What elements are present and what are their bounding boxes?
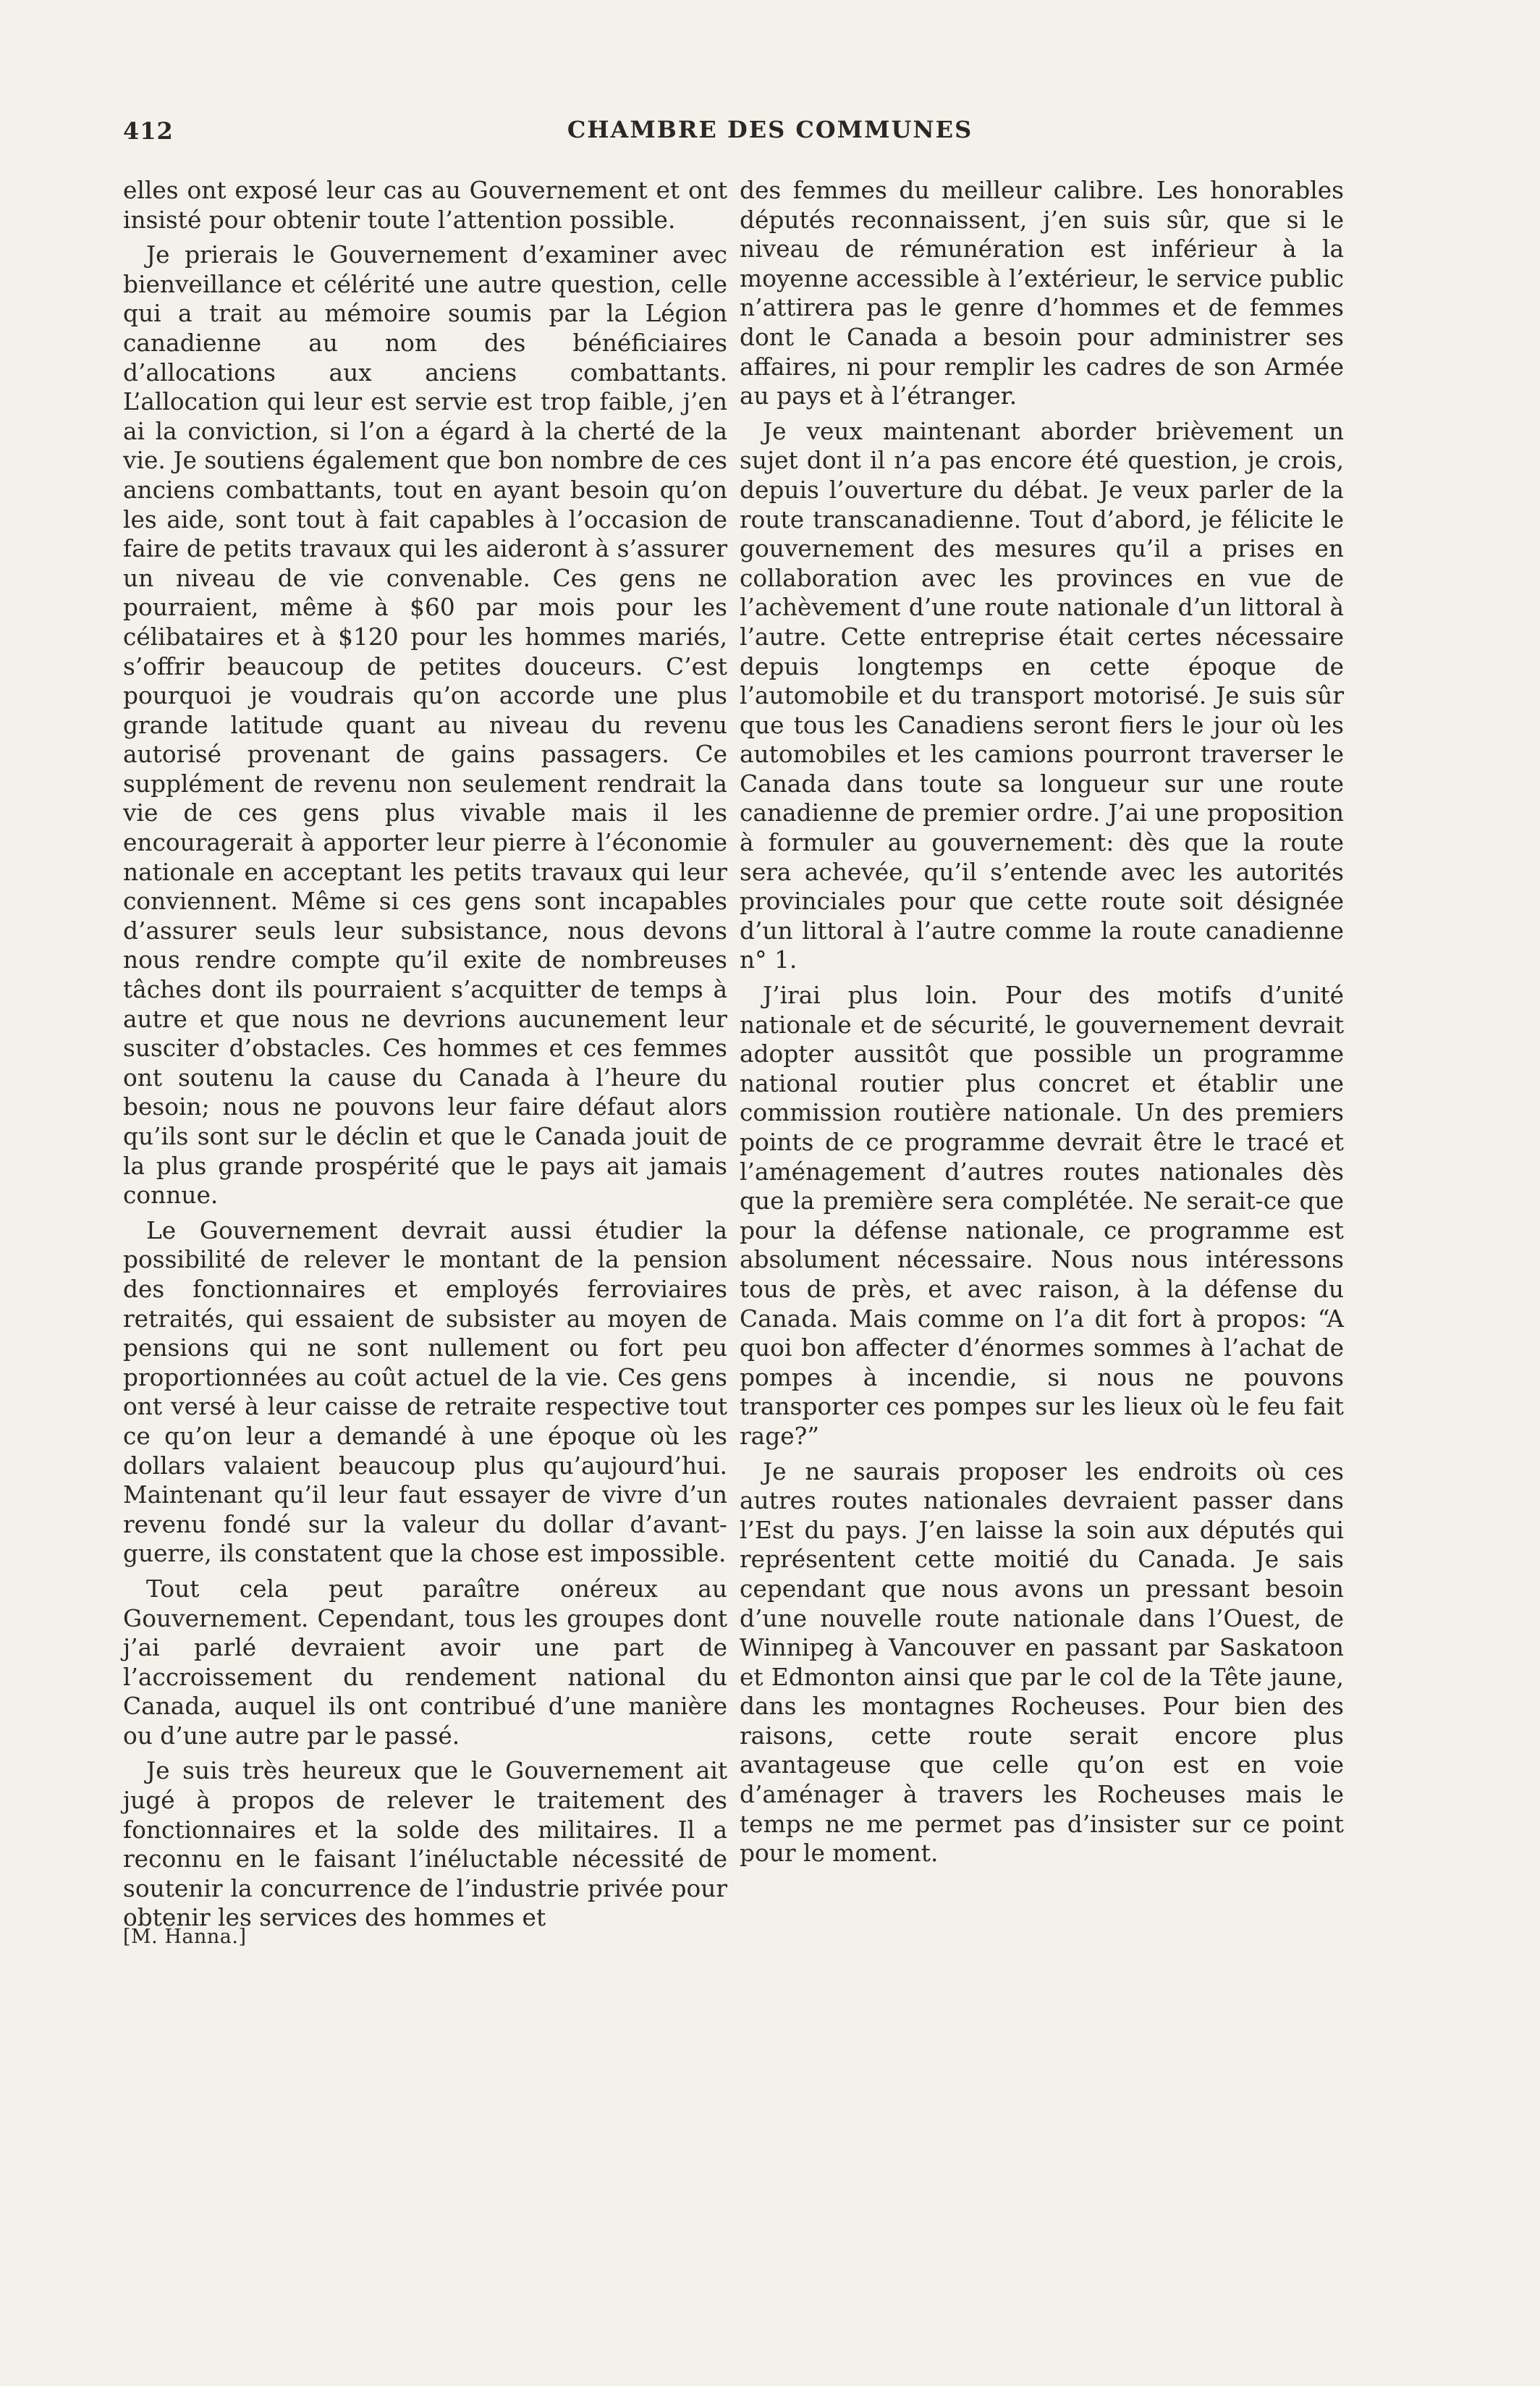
speaker-attribution: [M. Hanna.] bbox=[123, 1926, 247, 1948]
paragraph: J’irai plus loin. Pour des motifs d’unité nationale et de sécurité, le gouvernement devrait adopter aussitôt que possible un programme national routier plus concret et établir une commission routière nationale. Un des premiers points de ce programme devrait être le tracé et l’aménagement d’autres routes nationales dès que la première sera complétée. Ne serait-ce que pour la défense nationale, ce programme est absolument nécessaire. Nous nous intéressons tous de près, et avec raison, à la défense du Canada. Mais comme on l’a dit fort à propos: “A quoi bon affecter d’énormes sommes à l’achat de pompes à incendie, si nous ne pouvons transporter ces pompes sur les lieux où le feu fait rage?” bbox=[740, 982, 1344, 1450]
paragraph: Je ne saurais proposer les endroits où ces autres routes nationales devraient passer dans l’Est du pays. J’en laisse la soin aux députés qui représentent cette moitié du Canada. Je sais cependant que nous avons un pressant besoin d’une nouvelle route nationale dans l’Ouest, de Winnipeg à Vancouver en passant par Saskatoon et Edmonton ainsi que par le col de la Tête jaune, dans les montagnes Rocheuses. Pour bien des raisons, cette route serait encore plus avantageuse que celle qu’on est en voie d’aménager à travers les Rocheuses mais le temps ne me permet pas d’insister sur ce point pour le moment. bbox=[740, 1457, 1344, 1868]
paragraph: elles ont exposé leur cas au Gouvernement et ont insisté pour obtenir toute l’attention possible. bbox=[123, 177, 727, 234]
running-head: CHAMBRE DES COMMUNES bbox=[567, 116, 973, 143]
paragraph: Je prierais le Gouvernement d’examiner avec bienveillance et célérité une autre question, celle qui a trait au mémoire soumis par la Légion canadienne au nom des bénéficiaires d’allocations aux anciens combattants. L’allocation qui leur est servie est trop faible, j’en ai la conviction, si l’on a égard à la cherté de la vie. Je soutiens également que bon nombre de ces anciens combattants, tout en ayant besoin qu’on les aide, sont tout à fait capables à l’occasion de faire de petits travaux qui les aideront à s’assurer un niveau de vie convenable. Ces gens ne pourraient, même à $60 par mois pour les célibataires et à $120 pour les hommes mariés, s’offrir beaucoup de petites douceurs. C’est pourquoi je voudrais qu’on accorde une plus grande latitude quant au niveau du revenu autorisé provenant de gains passagers. Ce supplément de revenu non seulement rendrait la vie de ces gens plus vivable mais il les encouragerait à apporter leur pierre à l’économie nationale en acceptant les petits travaux qui leur conviennent. Même si ces gens sont incapables d’assurer seuls leur subsistance, nous devons nous rendre compte qu’il exite de nombreuses tâches dont ils pourraient s’acquitter de temps à autre et que nous ne devrions aucunement leur susciter d’obstacles. Ces hommes et ces femmes ont soutenu la cause du Canada à l’heure du besoin; nous ne pouvons leur faire défaut alors qu’ils sont sur le déclin et que le Canada jouit de la plus grande prospérité que le pays ait jamais connue. bbox=[123, 241, 727, 1210]
right-column bbox=[740, 176, 1344, 1868]
paragraph: Je veux maintenant aborder brièvement un sujet dont il n’a pas encore été question, je crois, depuis l’ouverture du débat. Je veux parler de la route transcanadienne. Tout d’abord, je félicite le gouvernement des mesures qu’il a prises en collaboration avec les provinces en vue de l’achèvement d’une route nationale d’un littoral à l’autre. Cette entreprise était certes nécessaire depuis longtemps en cette époque de l’automobile et du transport motorisé. Je suis sûr que tous les Canadiens seront fiers le jour où les automobiles et les camions pourront traverser le Canada dans toute sa longueur sur une route canadienne de premier ordre. J’ai une proposition à formuler au gouvernement: dès que la route sera achevée, qu’il s’entende avec les autorités provinciales pour que cette route soit désignée d’un littoral à l’autre comme la route canadienne n° 1. bbox=[740, 417, 1344, 974]
page-number: 412 bbox=[123, 117, 174, 145]
paragraph: des femmes du meilleur calibre. Les honorables députés reconnaissent, j’en suis sûr, que si le niveau de rémunération est inférieur à la moyenne accessible à l’extérieur, le service public n’attirera pas le genre d’hommes et de femmes dont le Canada a besoin pour administrer ses affaires, ni pour remplir les cadres de son Armée au pays et à l’étranger. bbox=[740, 177, 1344, 410]
paragraph: Je suis très heureux que le Gouvernement ait jugé à propos de relever le traitement des fonctionnaires et la solde des militaires. Il a reconnu en le faisant l’inéluctable nécessité de soutenir la concurrence de l’industrie privée pour obtenir les services des hommes et bbox=[123, 1757, 727, 1932]
left-column bbox=[123, 176, 727, 1933]
paragraph: Le Gouvernement devrait aussi étudier la possibilité de relever le montant de la pension des fonctionnaires et employés ferroviaires retraités, qui essaient de subsister au moyen de pensions qui ne sont nullement ou fort peu proportionnées au coût actuel de la vie. Ces gens ont versé à leur caisse de retraite respective tout ce qu’on leur a demandé à une époque où les dollars valaient beaucoup plus qu’aujourd’hui. Maintenant qu’il leur faut essayer de vivre d’un revenu fondé sur la valeur du dollar d’avant-guerre, ils constatent que la chose est impossible. bbox=[123, 1216, 727, 1568]
paragraph: Tout cela peut paraître onéreux au Gouvernement. Cependant, tous les groupes dont j’ai parlé devraient avoir une part de l’accroissement du rendement national du Canada, auquel ils ont contribué d’une manière ou d’une autre par le passé. bbox=[123, 1574, 727, 1750]
